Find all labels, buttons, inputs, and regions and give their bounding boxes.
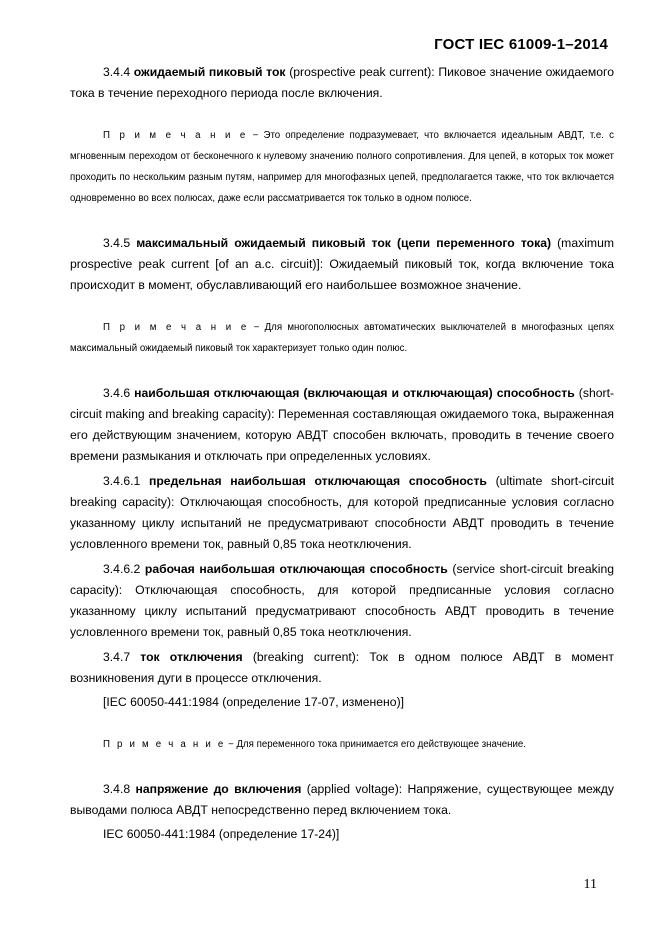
section-text: (maximum prospective peak current [of an a.c. circuit)]: Ожидаемый пиковый ток, когда включение тока происходит в момент, обуславливающий его наибольшее возможное значение. xyxy=(70,236,614,292)
section-number: 3.4.5 xyxy=(103,236,131,250)
section-number: 3.4.4 xyxy=(103,65,131,79)
note-3 xyxy=(70,734,614,755)
section-number: 3.4.6.2 xyxy=(103,562,141,576)
note-text: − Это определение подразумевает, что включается идеальным АВДТ, т.е. с мгновенным переходом от бесконечного к нулевому значению полного сопротивления. Для цепей, в которых ток может проходить по нескольким разным путям, например для многофазных цепей, предполагается также, что ток включается одновременно во всех полюсах, даже если рассматривается ток только в одном полюсе. xyxy=(70,130,614,204)
page-body xyxy=(70,62,614,845)
term-heading: ожидаемый пиковый ток xyxy=(133,65,286,79)
reference-3-4-8: IEC 60050-441:1984 (определение 17-24)] xyxy=(103,827,340,841)
note-text: − Для переменного тока принимается его действующее значение. xyxy=(228,739,526,750)
document-header: ГОСТ IEC 61009-1–2014 xyxy=(434,36,608,53)
note-text: − Для многополюсных автоматических выключателей в многофазных цепях максимальный ожидаемый пиковый ток характеризует только один полюс. xyxy=(70,322,614,354)
note-label: П р и м е ч а н и е xyxy=(103,739,226,750)
section-3-4-6-2 xyxy=(70,559,614,643)
section-3-4-8 xyxy=(70,779,614,821)
section-number: 3.4.8 xyxy=(103,782,131,796)
section-text: (service short-circuit breaking capacity): Отключающая способность, для которой предписанные условия согласно указанному циклу испытаний предусматривают способность АВДТ проводить в течение условленного времени ток, равный 0,85 тока неотключения. xyxy=(70,562,615,639)
section-text: (applied voltage): Напряжение, существующее между выводами полюса АВДТ непосредственно перед включением тока. xyxy=(70,782,614,817)
section-3-4-4 xyxy=(70,62,614,104)
section-3-4-7 xyxy=(70,647,614,689)
page-number: 11 xyxy=(583,877,597,892)
note-label: П р и м е ч а н и е xyxy=(103,322,249,333)
reference-3-4-7: [IEC 60050-441:1984 (определение 17-07, изменено)] xyxy=(103,695,405,709)
section-3-4-6-1 xyxy=(70,471,614,555)
section-text: (breaking current): Ток в одном полюсе АВДТ в момент возникновения дуги в процессе отключения. xyxy=(70,650,614,685)
term-heading: максимальный ожидаемый пиковый ток (цепи переменного тока) xyxy=(136,236,552,250)
section-text: (ultimate short-circuit breaking capacity): Отключающая способность, для которой предписанные условия согласно указанному циклу испытаний не предусматривают способности АВДТ проводить в течение условленного времени ток, равный 0,85 тока неотключения. xyxy=(70,474,615,551)
note-1 xyxy=(70,125,614,209)
term-heading: предельная наибольшая отключающая способность xyxy=(148,474,487,488)
section-number: 3.4.6.1 xyxy=(103,474,141,488)
section-text: (prospective peak current): Пиковое значение ожидаемого тока в течение переходного периода после включения. xyxy=(70,65,615,100)
term-heading: напряжение до включения xyxy=(135,782,302,796)
section-number: 3.4.6 xyxy=(103,386,131,400)
section-number: 3.4.7 xyxy=(103,650,131,664)
section-3-4-5 xyxy=(70,233,614,296)
term-heading: наибольшая отключающая (включающая и отключающая) способность xyxy=(134,386,575,400)
section-3-4-6 xyxy=(70,383,614,467)
note-2 xyxy=(70,317,614,359)
term-heading: рабочая наибольшая отключающая способность xyxy=(144,562,448,576)
term-heading: ток отключения xyxy=(140,650,243,664)
note-label: П р и м е ч а н и е xyxy=(103,130,248,141)
section-text: (short-circuit making and breaking capacity): Переменная составляющая ожидаемого тока, выраженная его действующим значением, которую АВДТ способен включать, проводить в течение своего времени размыкания и отключать при определенных условиях. xyxy=(70,386,615,463)
